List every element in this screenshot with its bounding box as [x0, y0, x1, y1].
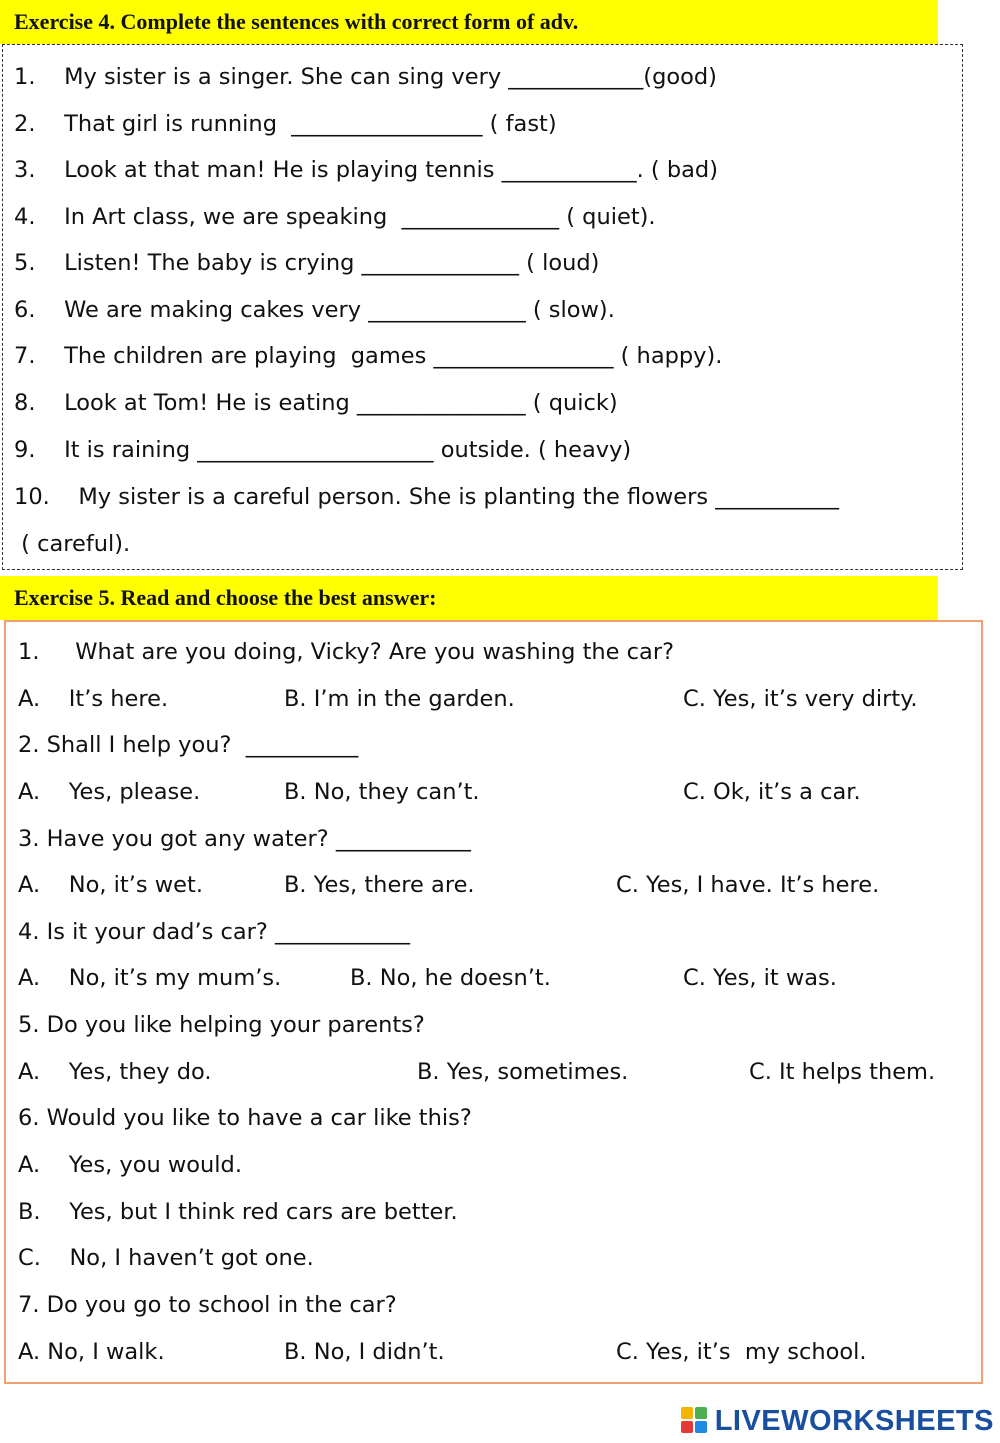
- ex4-item-10-cont: ( careful).: [14, 531, 131, 557]
- ex4-item-6: 6. We are making cakes very ______________ ( slow).: [14, 297, 615, 323]
- ex5-q6-option-b[interactable]: B. Yes, but I think red cars are better.: [18, 1199, 458, 1225]
- logo-grid-icon: [681, 1407, 711, 1435]
- ex4-item-1: 1. My sister is a singer. She can sing very ____________(good): [14, 64, 717, 90]
- ex5-q1-option-a[interactable]: A. It’s here.: [18, 686, 169, 712]
- ex5-q7-option-b[interactable]: B. No, I didn’t.: [284, 1339, 445, 1365]
- ex5-q4-option-b[interactable]: B. No, he doesn’t.: [350, 965, 551, 991]
- ex4-item-8: 8. Look at Tom! He is eating _______________ ( quick): [14, 390, 618, 416]
- ex5-q5-option-c[interactable]: C. It helps them.: [749, 1059, 936, 1085]
- ex5-question-3: 3. Have you got any water? ____________: [18, 826, 471, 852]
- ex5-q5-option-b[interactable]: B. Yes, sometimes.: [417, 1059, 629, 1085]
- ex5-q2-option-b[interactable]: B. No, they can’t.: [284, 779, 480, 805]
- ex5-q1-option-c[interactable]: C. Yes, it’s very dirty.: [683, 686, 918, 712]
- ex4-item-5: 5. Listen! The baby is crying ______________ ( loud): [14, 250, 600, 276]
- ex5-question-5: 5. Do you like helping your parents?: [18, 1012, 425, 1038]
- exercise4-header: Exercise 4. Complete the sentences with correct form of adv.: [0, 0, 938, 44]
- ex5-question-2: 2. Shall I help you? __________: [18, 732, 359, 758]
- ex5-q6-option-a[interactable]: A. Yes, you would.: [18, 1152, 242, 1178]
- ex5-q2-option-a[interactable]: A. Yes, please.: [18, 779, 201, 805]
- ex5-q7-option-a[interactable]: A. No, I walk.: [18, 1339, 165, 1365]
- exercise5-header: Exercise 5. Read and choose the best answer:: [0, 576, 938, 620]
- ex5-question-6: 6. Would you like to have a car like this?: [18, 1105, 472, 1131]
- logo-text: LIVEWORKSHEETS: [714, 1404, 994, 1437]
- liveworksheets-logo: [681, 1403, 994, 1439]
- ex4-item-2: 2. That girl is running _________________ ( fast): [14, 111, 557, 137]
- ex5-q3-option-b[interactable]: B. Yes, there are.: [284, 872, 475, 898]
- ex4-item-10: 10. My sister is a careful person. She is planting the flowers ___________: [14, 484, 840, 510]
- ex5-q4-option-a[interactable]: A. No, it’s my mum’s.: [18, 965, 282, 991]
- ex5-q3-option-a[interactable]: A. No, it’s wet.: [18, 872, 203, 898]
- ex5-question-4: 4. Is it your dad’s car? ____________: [18, 919, 410, 945]
- ex5-q5-option-a[interactable]: A. Yes, they do.: [18, 1059, 212, 1085]
- ex4-item-4: 4. In Art class, we are speaking ______________ ( quiet).: [14, 204, 656, 230]
- ex5-question-7: 7. Do you go to school in the car?: [18, 1292, 397, 1318]
- ex5-q7-option-c[interactable]: C. Yes, it’s my school.: [616, 1339, 867, 1365]
- ex5-q6-option-c[interactable]: C. No, I haven’t got one.: [18, 1245, 314, 1271]
- ex4-item-9: 9. It is raining _____________________ outside. ( heavy): [14, 437, 632, 463]
- ex5-q3-option-c[interactable]: C. Yes, I have. It’s here.: [616, 872, 880, 898]
- ex5-q2-option-c[interactable]: C. Ok, it’s a car.: [683, 779, 861, 805]
- ex4-item-3: 3. Look at that man! He is playing tennis ____________. ( bad): [14, 157, 718, 183]
- ex5-question-1: 1. What are you doing, Vicky? Are you washing the car?: [18, 639, 675, 665]
- ex5-q1-option-b[interactable]: B. I’m in the garden.: [284, 686, 515, 712]
- ex5-q4-option-c[interactable]: C. Yes, it was.: [683, 965, 837, 991]
- ex4-item-7: 7. The children are playing games ________________ ( happy).: [14, 343, 723, 369]
